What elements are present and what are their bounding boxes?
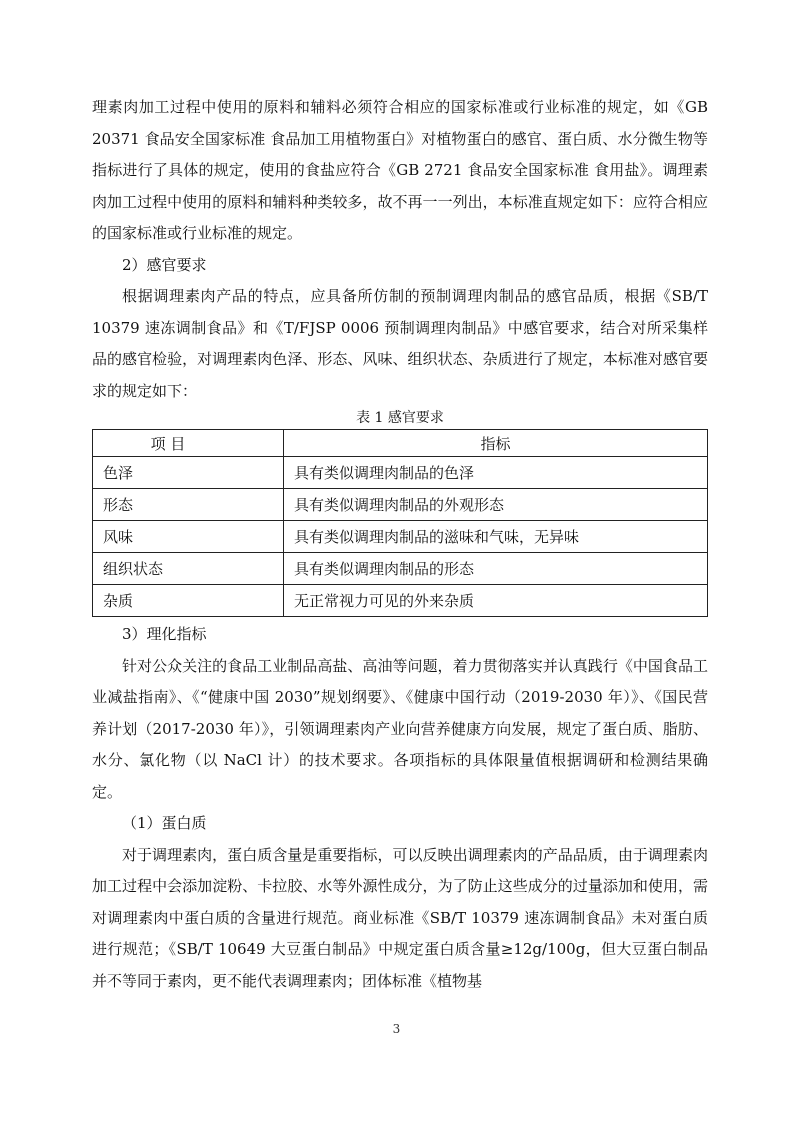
paragraph-physchem: 针对公众关注的食品工业制品高盐、高油等问题，着力贯彻落实并认真践行《中国食品工业减盐指南》、《“健康中国 2030”规划纲要》、《健康中国行动（2019-2030 年）》、《国民营养计划（2017-2030 年）》，引领调理素肉产业向营养健康方向发展，规定了蛋白质、脂肪、水分、氯化物（以 NaCl 计）的技术要求。各项指标的具体限量值根据调研和检测结果确定。 bbox=[92, 656, 708, 801]
paragraph-raw-materials: 理素肉加工过程中使用的原料和辅料必须符合相应的国家标准或行业标准的规定，如《GB 20371 食品安全国家标准 食品加工用植物蛋白》对植物蛋白的感官、蛋白质、水分微生物等指标进行了具体的规定，使用的食盐应符合《GB 2721 食品安全国家标准 食用盐》。调理素肉加工过程中使用的原料和辅料种类较多，故不再一一列出，本标准直规定如下：应符合相应的国家标准或行业标准的规定。 bbox=[92, 98, 708, 242]
table-row bbox=[93, 489, 708, 521]
table-row bbox=[93, 521, 708, 553]
table-header-indicator: 指标 bbox=[284, 430, 708, 457]
table-cell-item: 色泽 bbox=[93, 457, 284, 489]
page-content bbox=[92, 92, 708, 997]
table-caption: 表 1 感官要求 bbox=[356, 410, 444, 426]
table-cell-indicator: 具有类似调理肉制品的色泽 bbox=[284, 457, 708, 489]
table-header-item: 项 目 bbox=[93, 430, 284, 457]
table-cell-item: 杂质 bbox=[93, 585, 284, 617]
table-row bbox=[93, 585, 708, 617]
table-cell-item: 形态 bbox=[93, 489, 284, 521]
section-heading-physchem: 3）理化指标 bbox=[122, 625, 207, 643]
table-row bbox=[93, 553, 708, 585]
section-heading-protein: （1）蛋白质 bbox=[122, 814, 207, 832]
table-cell-item: 组织状态 bbox=[93, 553, 284, 585]
paragraph-protein: 对于调理素肉，蛋白质含量是重要指标，可以反映出调理素肉的产品品质，由于调理素肉加工过程中会添加淀粉、卡拉胶、水等外源性成分，为了防止这些成分的过量添加和使用，需对调理素肉中蛋白质的含量进行规范。商业标准《SB/T 10379 速冻调制食品》未对蛋白质进行规范；《SB/T 10649 大豆蛋白制品》中规定蛋白质含量≥12g/100g，但大豆蛋白制品并不等同于素肉，更不能代表调理素肉；团体标准《植物基 bbox=[92, 845, 708, 990]
paragraph-sensory: 根据调理素肉产品的特点，应具备所仿制的预制调理肉制品的感官品质，根据《SB/T 10379 速冻调制食品》和《T/FJSP 0006 预制调理肉制品》中感官要求，结合对所采集样品的感官检验，对调理素肉色泽、形态、风味、组织状态、杂质进行了规定，本标准对感官要求的规定如下： bbox=[92, 287, 708, 400]
sensory-table bbox=[92, 429, 708, 617]
section-heading-sensory: 2）感官要求 bbox=[122, 255, 207, 274]
table-header-row bbox=[93, 430, 708, 457]
table-cell-indicator: 具有类似调理肉制品的外观形态 bbox=[284, 489, 708, 521]
table-cell-item: 风味 bbox=[93, 521, 284, 553]
table-cell-indicator: 具有类似调理肉制品的形态 bbox=[284, 553, 708, 585]
page-number: 3 bbox=[392, 1022, 401, 1036]
table-row bbox=[93, 457, 708, 489]
table-cell-indicator: 具有类似调理肉制品的滋味和气味，无异味 bbox=[284, 521, 708, 553]
table-cell-indicator: 无正常视力可见的外来杂质 bbox=[284, 585, 708, 617]
